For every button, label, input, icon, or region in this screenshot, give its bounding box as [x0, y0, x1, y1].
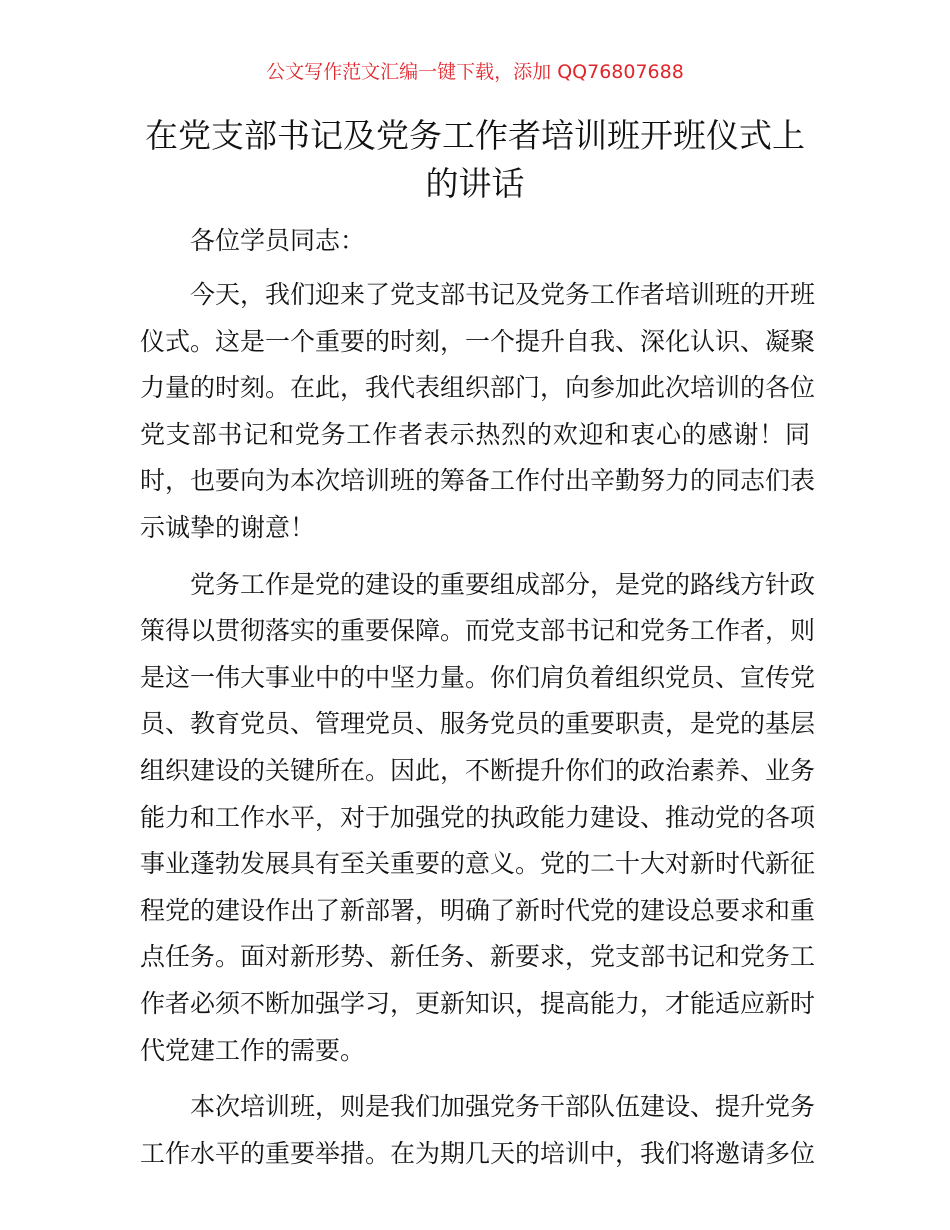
paragraph-line: 工作水平的重要举措。在为期几天的培训中，我们将邀请多位: [140, 1138, 816, 1168]
paragraph-line: 党支部书记和党务工作者表示热烈的欢迎和衷心的感谢！同: [140, 419, 810, 449]
paragraph-line: 仪式。这是一个重要的时刻，一个提升自我、深化认识、凝聚: [140, 326, 816, 356]
paragraph-line: 作者必须不断加强学习，更新知识，提高能力，才能适应新时: [140, 988, 816, 1018]
paragraph: [140, 562, 816, 1075]
paragraph-line: 时，也要向为本次培训班的筹备工作付出辛勤努力的同志们表: [140, 466, 816, 496]
paragraph-line: 员、教育党员、管理党员、服务党员的重要职责，是党的基层: [140, 709, 816, 739]
greeting: 各位学员同志：: [190, 226, 366, 255]
paragraph-line: 今天，我们迎来了党支部书记及党务工作者培训班的开班: [190, 280, 816, 309]
paragraph-line: 力量的时刻。在此，我代表组织部门，向参加此次培训的各位: [140, 373, 816, 403]
paragraph-line: 示诚挚的谢意！: [140, 512, 316, 542]
paragraph-line: 本次培训班，则是我们加强党务干部队伍建设、提升党务: [190, 1092, 816, 1122]
paragraph-line: 策得以贯彻落实的重要保障。而党支部书记和党务工作者，则: [140, 616, 816, 646]
paragraph: [140, 1084, 816, 1177]
paragraph-line: 是这一伟大事业中的中坚力量。你们肩负着组织党员、宣传党: [140, 662, 816, 692]
paragraph-line: 代党建工作的需要。: [140, 1035, 366, 1065]
document-body: [140, 218, 816, 1187]
document-title: [140, 112, 810, 208]
title-line: 的讲话: [425, 164, 525, 203]
paragraph-line: 党务工作是党的建设的重要组成部分，是党的路线方针政: [190, 569, 816, 599]
paragraph-line: 能力和工作水平，对于加强党的执政能力建设、推动党的各项: [140, 802, 816, 832]
paragraph-line: 事业蓬勃发展具有至关重要的意义。党的二十大对新时代新征: [140, 849, 816, 879]
paragraph-line: 组织建设的关键所在。因此，不断提升你们的政治素养、业务: [140, 755, 816, 785]
paragraph-line: 程党的建设作出了新部署，明确了新时代党的建设总要求和重: [140, 895, 816, 925]
paragraph-line: 点任务。面对新形势、新任务、新要求，党支部书记和党务工: [140, 942, 816, 972]
paragraph: [140, 272, 816, 552]
title-line: 在党支部书记及党务工作者培训班开班仪式上: [145, 116, 805, 155]
download-banner: 公文写作范文汇编一键下载，添加 QQ76807688: [266, 61, 684, 83]
